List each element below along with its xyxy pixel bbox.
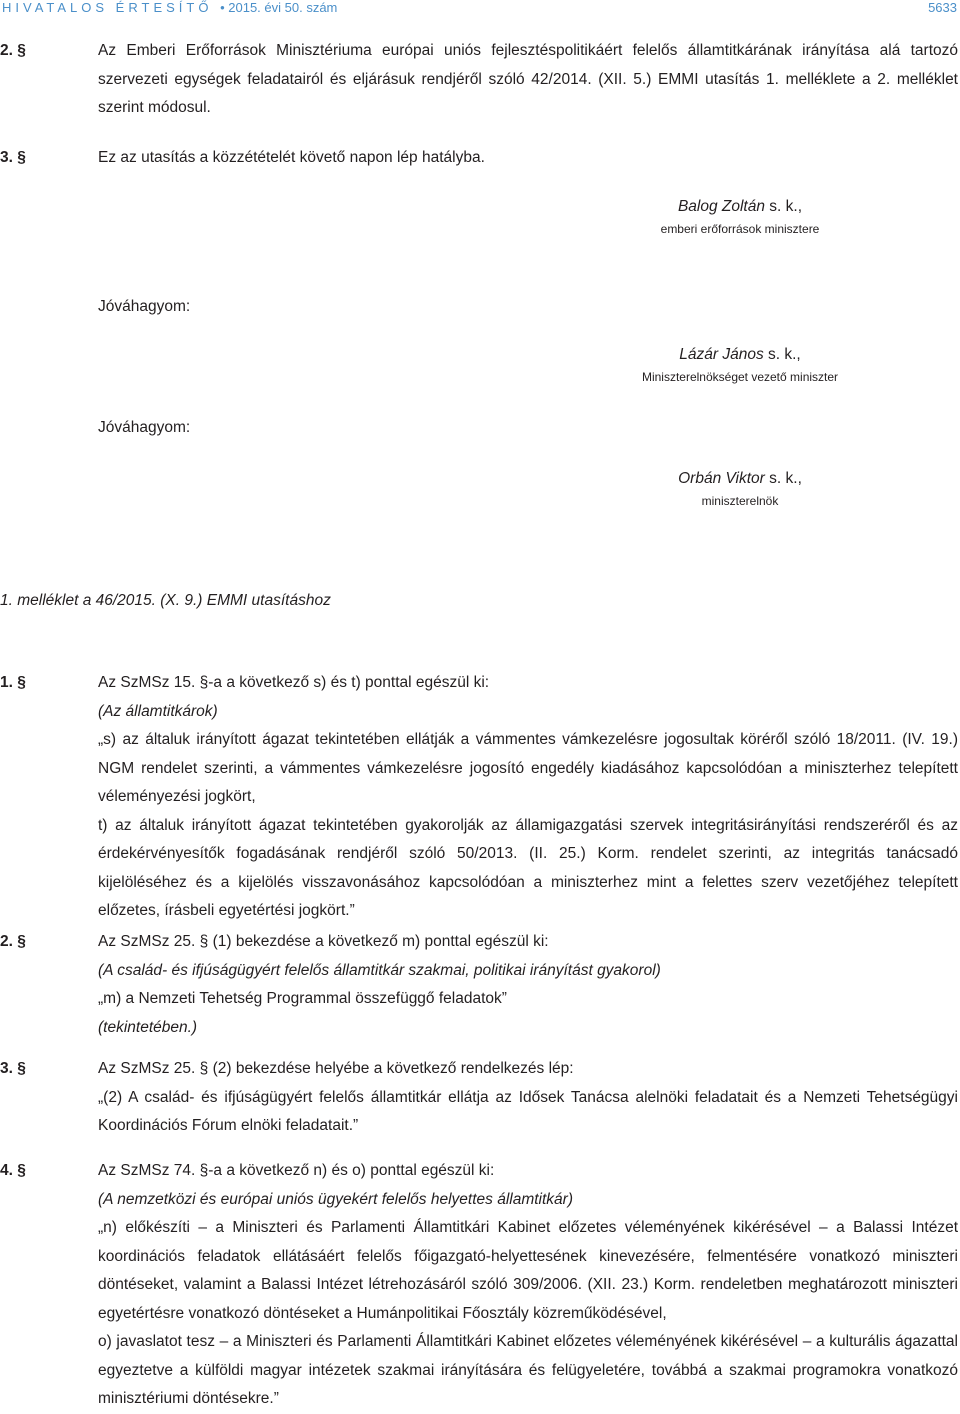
signatory-2-suffix: s. k.,	[763, 346, 801, 363]
signatory-3-name: Orbán Viktor	[678, 470, 765, 487]
signature-block-1	[600, 198, 880, 236]
journal-name: HIVATALOS ÉRTESÍTŐ	[2, 0, 213, 15]
signatory-3-title: miniszterelnök	[701, 494, 779, 508]
annex-section-2	[0, 928, 958, 1042]
annex-section-2-intro: Az SzMSz 25. § (1) bekezdése a következő m) ponttal egészül ki:	[98, 933, 549, 950]
annex-section-1-italic-intro: (Az államtitkárok)	[98, 702, 218, 720]
signatory-1-name: Balog Zoltán	[677, 198, 765, 215]
annex-section-1-point-s: „s) az általuk irányított ágazat tekintetében ellátják a vámmentes vámkezelésre jogosultak köréről szóló 18/2011. (IV. 19.) NGM rendelet szerinti, a vámmentes vámkezelésre jogosító engedély kiadásához kapcsolódóan a miniszterhez telepített véleményezési jogkört,	[98, 731, 958, 805]
annex-section-1-intro: Az SzMSz 15. §-a a következő s) és t) ponttal egészül ki:	[98, 674, 490, 691]
journal-issue: • 2015. évi 50. szám	[220, 0, 338, 15]
paragraph-3-number: 3. §	[0, 149, 26, 166]
annex-section-4-intro: Az SzMSz 74. §-a a következő n) és o) ponttal egészül ki:	[98, 1162, 495, 1179]
annex-section-1-point-t: t) az általuk irányított ágazat tekintetében gyakorolják az államigazgatási szervek integritásirányítási rendszeréről és az érdekérvényesítők fogadásának rendjéről szóló 50/2013. (II. 25.) Korm. rendelet szerinti, az integritás tanácsadó kijelöléséhez és a kijelölés visszavonásához kapcsolódóan a miniszterhez mint a felettes szerv vezetőjéhez telepített előzetes, írásbeli egyetértési jogkört.”	[98, 816, 958, 919]
annex-section-2-italic-intro: (A család- és ifjúságügyért felelős államtitkár szakmai, politikai irányítást gyakorol)	[98, 961, 661, 979]
annex-section-2-italic-outro: (tekintetében.)	[98, 1018, 198, 1036]
paragraph-3	[0, 144, 958, 173]
signatory-2-title: Miniszterelnökséget vezető miniszter	[641, 370, 839, 384]
page-number: 5633	[928, 0, 957, 15]
signature-block-3	[600, 470, 880, 508]
signature-block-2	[600, 346, 880, 384]
signatory-1-title: emberi erőforrások minisztere	[660, 222, 820, 236]
annex-section-4-number: 4. §	[0, 1162, 26, 1179]
journal-title	[2, 0, 337, 15]
annex-section-1-number: 1. §	[0, 674, 26, 691]
paragraph-2-number: 2. §	[0, 42, 26, 59]
approval-label-1: Jóváhagyom:	[98, 298, 191, 315]
paragraph-2-text: Az Emberi Erőforrások Minisztériuma európai uniós fejlesztéspolitikáért felelős államtitkárának irányítása alá tartozó szervezeti egységek feladatairól és eljárásuk rendjéről szóló 42/2014. (XII. 5.) EMMI utasítás 1. melléklete a 2. melléklet szerint módosul.	[98, 42, 958, 116]
annex-section-4-point-n: „n) előkészíti – a Miniszteri és Parlamenti Államtitkári Kabinet előzetes véleményének kikérésével – a Balassi Intézet koordinációs feladatok ellátásáért felelős főigazgató-helyettesének kinevezésére, felmentésére vonatkozó miniszteri döntéseket, valamint a Balassi Intézet létrehozásáról szóló 309/2006. (XII. 23.) Korm. rendeletben meghatározott miniszteri egyetértésre vonatkozó döntéseket a Humánpolitikai Főosztály közreműködésével,	[98, 1219, 958, 1322]
paragraph-3-text: Ez az utasítás a közzétételét követő napon lép hatályba.	[98, 149, 485, 166]
annex-section-2-number: 2. §	[0, 933, 26, 950]
signatory-2-name: Lázár János	[679, 346, 764, 363]
annex-section-4-italic-intro: (A nemzetközi és európai uniós ügyekért felelős helyettes államtitkár)	[98, 1190, 573, 1208]
approval-label-2: Jóváhagyom:	[98, 419, 191, 436]
annex-section-4	[0, 1157, 958, 1414]
annex-title: 1. melléklet a 46/2015. (X. 9.) EMMI utasításhoz	[0, 592, 331, 609]
annex-section-3-intro: Az SzMSz 25. § (2) bekezdése helyébe a következő rendelkezés lép:	[98, 1060, 574, 1077]
signatory-3-suffix: s. k.,	[764, 470, 802, 487]
annex-section-1	[0, 669, 958, 926]
signatory-1-suffix: s. k.,	[764, 198, 803, 215]
annex-section-2-point-m: „m) a Nemzeti Tehetség Programmal összefüggő feladatok”	[98, 990, 507, 1007]
annex-section-4-point-o: o) javaslatot tesz – a Miniszteri és Parlamenti Államtitkári Kabinet előzetes véleményének kikérésével – a kulturális ágazattal egyeztetve a külföldi magyar intézetek szakmai irányítására és felügyeletére, továbbá a szakmai programokra vonatkozó minisztériumi döntésekre.”	[98, 1333, 958, 1407]
annex-section-3	[0, 1055, 958, 1141]
paragraph-2	[0, 37, 958, 123]
annex-section-3-text: „(2) A család- és ifjúságügyért felelős államtitkár ellátja az Idősek Tanácsa alelnöki feladatait és a Nemzeti Tehetségügyi Koordinációs Fórum elnöki feladatait.”	[98, 1088, 958, 1134]
annex-section-3-number: 3. §	[0, 1060, 26, 1077]
